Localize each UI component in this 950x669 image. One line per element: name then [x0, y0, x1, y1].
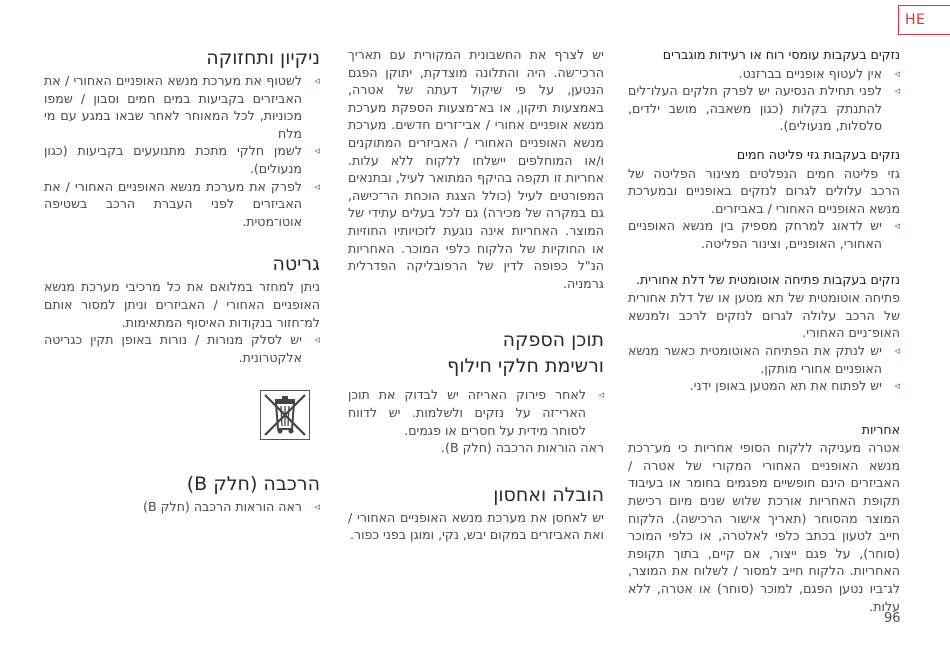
- section-title-wind: נזקים בעקבות עומסי רוח או רעידות מוגברים: [662, 47, 900, 62]
- bullet-item: ◃ לשמן חלקי מתכת מתנועעים בקביעות (כגון מנעולים).: [44, 142, 320, 177]
- page-number: 96: [884, 611, 901, 626]
- heading-disposal: גריטה: [272, 253, 320, 276]
- section-title-exhaust: נזקים בעקבות גזי פליטה חמים: [736, 146, 900, 162]
- paragraph: יש לאחסן את מערכת מנשא האופניים האחורי / ואת האביזרים במקום יבש, נקי, ומוגן בפני כפור.: [348, 509, 604, 543]
- paragraph: גזי פליטה חמים הנפלטים מצינור הפליטה של הרכב עלולים לגרום לנזקים באופניים ובמערכת מנשא האופניים האחורי / באביזרים.: [628, 165, 900, 216]
- section-title-tailgate: נזקים בעקבות פתיחה אוטומטית של דלת אחורית.: [636, 271, 900, 287]
- paragraph: ניתן למחזר במלואם את כל מרכיבי מערכת מנשא האופניים האחורי / האביזרים וניתן למסור אותם למ־חזור בנקודות האיסוף המתאימות.: [44, 279, 320, 330]
- section-title-warranty: אחריות: [861, 421, 900, 437]
- paragraph: אטרה מעניקה ללקוח הסופי אחריות כי מע־רכת מנשא האופניים האחורי המקורי של אטרה / האביזרים הינם חופשיים מפגמים בחומר או בעיבוד תקופת האחריות אורכת שלוש שנים מיום רכישת המוצר מהסוחר (תאריך אישור הרכישה). הלקוח חייב לטעון בכתב כלפי לאלטרה, או כלפי המוכר (סוחר), על פגם ייצור, אם קיים, בתוך תקופת האחריות. הלקוח חייב למסור / לשלוח את המוצר, לג־ביו נטען הפגם, למוכר (סוחר) או אטרה, ללא עלות.: [628, 440, 900, 614]
- column-right: [628, 46, 900, 615]
- column-middle: [348, 46, 604, 544]
- weee-crossed-bin-icon: [260, 390, 310, 440]
- paragraph: יש לצרף את החשבונית המקורית עם תאריך הרכי־שה. היה והתלונה מוצדקת, יתוקן הפגם הנטען, על פי שיקול דעתה של אטרה, באמצעות תיקון, או בא־מצעות הספקת מערכת מנשא אופניים אחורי / אבי־זרים חדשים. מערכת מנשא האופניים האחורי / האביזרים המתוקנים ו/או המוחלפים יישלחו ללקוח ללא עלות. אחריות זו תקפה בהיקף המתואר לעיל, ובתנאים המפורטים לעיל (כולל הצגת הוכחת הר־כישה, גם במקרה של מכירה) גם לכל בעלים עתידי של המוצר. האחריות אינה נוגעת לזכויותיו החוזיות או החוקיות של הלקוח כלפי המוכר. האחריות הנ"ל כפופה לדין של הרפובליקה הפדרלית גרמניה.: [348, 47, 604, 291]
- bullet-item: ◃ אין לעטוף אופניים בברזנט.: [628, 65, 900, 83]
- bullet-item: ◃ לפני תחילת הנסיעה יש לפרק חלקים העלו־לים להתנתק בקלות (כגון משאבה, מושב ילדים, סלסלות, מנעולים).: [628, 82, 900, 135]
- bullet-item: ◃ יש לפתוח את תא המטען באופן ידני.: [628, 377, 900, 395]
- bullet-item: ◃ לאחר פירוק האריזה יש לבדוק את תוכן הארי־זה על נזקים ולשלמות. יש לדווח לסוחר מידית על חסרים או פגמים.: [348, 386, 604, 439]
- bullet-item: ◃ לשטוף את מערכת מנשא האופניים האחורי / את האביזרים בקביעות במים חמים וסבון / שמפו מכוניות, לכל המאוחר לאחר שבאו במגע עם מי מלח: [44, 72, 320, 142]
- heading-cleaning: ניקיון ותחזוקה: [206, 47, 320, 69]
- bullet-item: ◃ יש לסלק מנורות / נורות באופן תקין כגריטה אלקטרונית.: [44, 331, 320, 366]
- heading-supply-2: ורשימת חלקי חילוף: [447, 355, 604, 378]
- column-left: [44, 46, 320, 516]
- bullet-item: ◃ לפרק את מערכת מנשא האופניים האחורי / את האביזרים לפני העברת הרכב בשטיפה אוטו־מטית.: [44, 178, 320, 231]
- heading-transport: הובלה ואחסון: [493, 483, 604, 506]
- bullet-item: ◃ ראה הוראות הרכבה (חלק B): [44, 498, 320, 516]
- language-tab: HE: [898, 5, 950, 35]
- paragraph: ראה הוראות הרכבה (חלק B).: [441, 440, 604, 456]
- heading-supply-1: תוכן הספקה: [502, 329, 604, 352]
- heading-assembly: הרכבה (חלק B): [186, 473, 320, 496]
- bullet-item: ◃ יש לנתק את הפתיחה האוטומטית כאשר מנשא האופניים אחורי מותקן.: [628, 342, 900, 377]
- bullet-item: ◃ יש לדאוג למרחק מספיק בין מנשא האופניים האחורי, האופניים, וצינור הפליטה.: [628, 217, 900, 252]
- paragraph: פתיחה אוטומטית של תא מטען או של דלת אחורית של הרכב עלולה לגרום לנזקים לרכב ולמנשא האופ־ניים האחורי.: [628, 290, 900, 341]
